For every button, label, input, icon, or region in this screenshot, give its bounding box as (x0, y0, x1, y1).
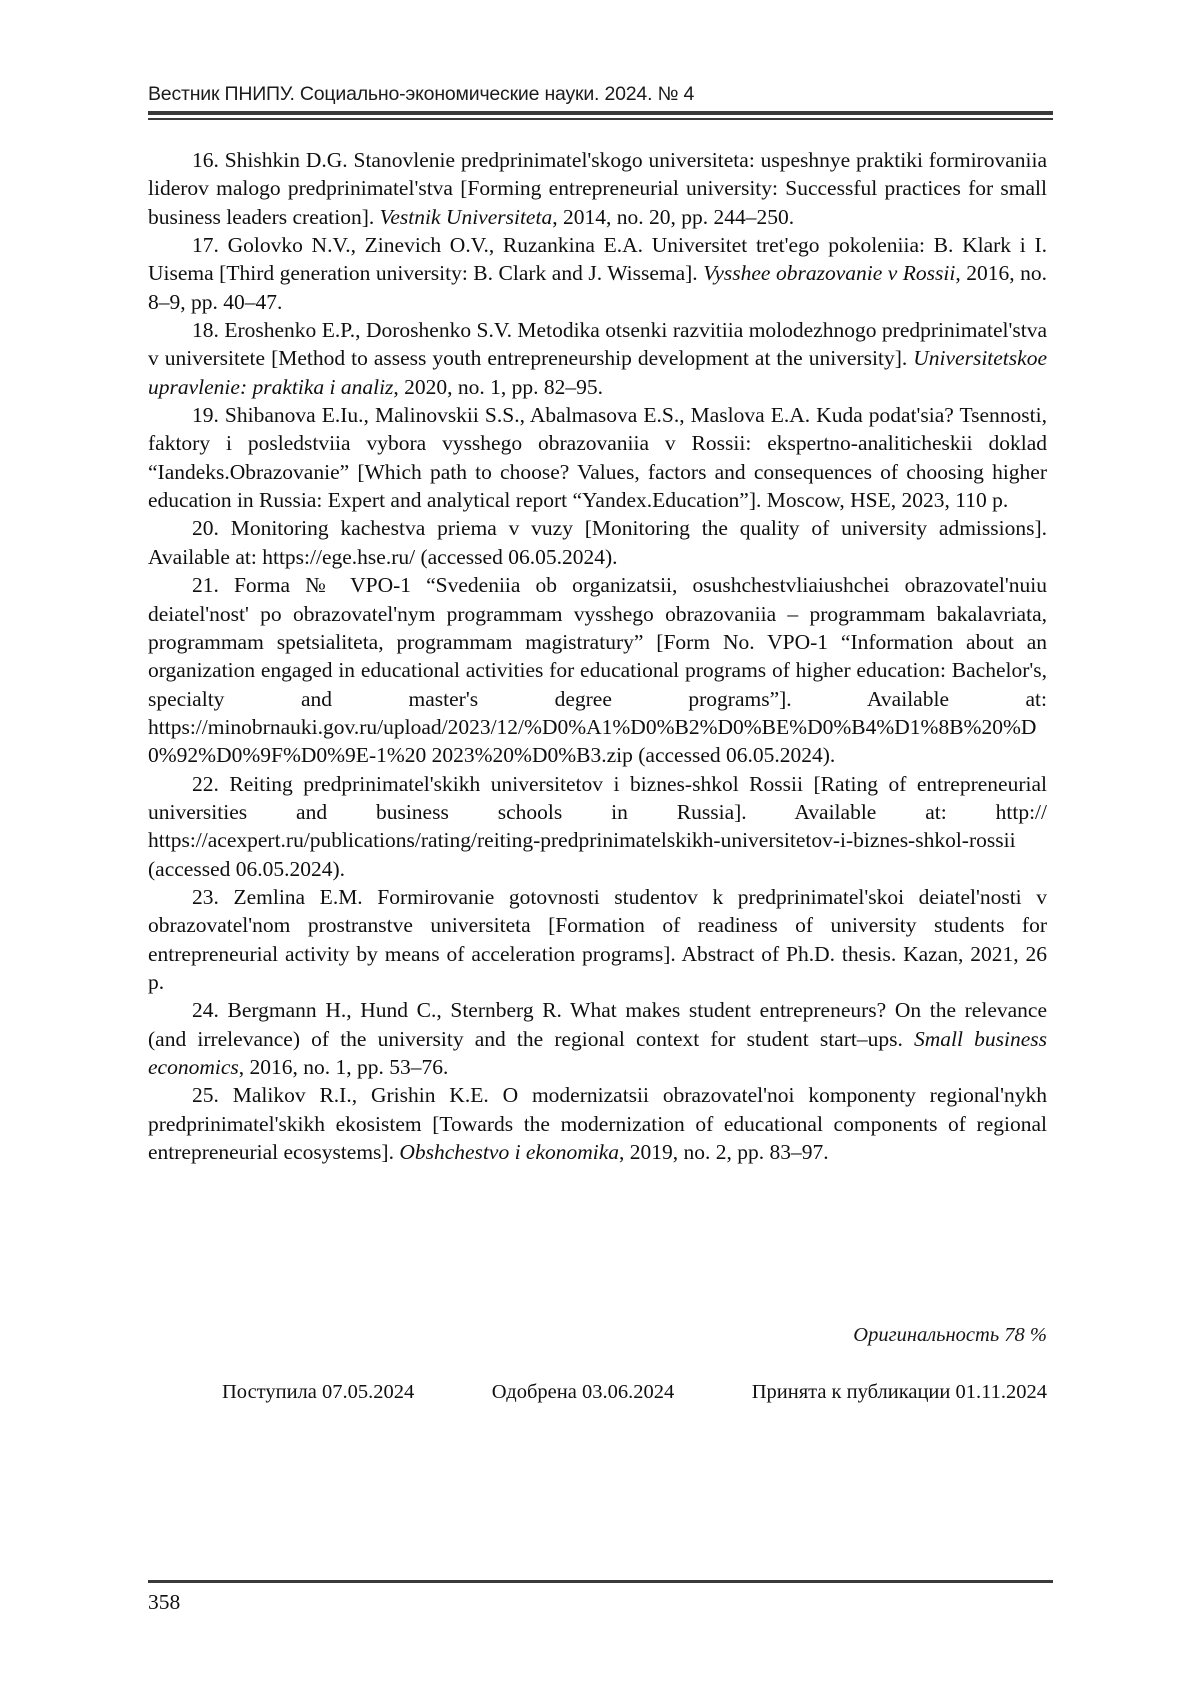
article-dates-row (222, 1381, 1047, 1404)
reference-text: , 2019, no. 2, pp. 83–97. (619, 1140, 829, 1165)
reference-item (148, 514, 1047, 571)
reference-item (148, 996, 1047, 1081)
header-double-rule (148, 111, 1053, 120)
originality-note: Оригинальность 78 % (853, 1324, 1047, 1346)
reference-text: 23. Zemlina E.M. Formirovanie gotovnosti studentov k predprinimatel'skoi deiatel'nosti v obrazovatel'nom prostranstve universiteta [Formation of readiness of university students for entrepreneurial activity by means of acceleration programs]. Abstract of Ph.D. thesis. Kazan, 2021, 26 p. (148, 884, 1047, 994)
reference-text: 16. Shishkin D.G. Stanovlenie predprinimatel'skogo universiteta: uspeshnye praktiki formirovaniia liderov malogo predprinimatel'stva [Forming entrepreneurial university: Successful practices for small business leaders creation]. (148, 148, 1047, 229)
reference-item (148, 770, 1047, 883)
reference-text: 22. Reiting predprinimatel'skikh universitetov i biznes-shkol Rossii [Rating of entrepreneurial universities and business schools in Russia]. Available at: http:// https://acexpert.ru/publications/rating/reiting-predprinimatelskikh-universitetov-i-biznes-shkol-rossii (accessed 06.05.2024). (148, 771, 1047, 881)
source-title-italic: Small business economics (148, 1026, 1047, 1079)
running-head: Вестник ПНИПУ. Социально-экономические науки. 2024. № 4 (148, 83, 695, 105)
reference-text: 18. Eroshenko E.P., Doroshenko S.V. Metodika otsenki razvitiia molodezhnogo predprinimatel'stva v universitete [Method to assess youth entrepreneurship development at the university]. (148, 318, 1047, 371)
reference-text: , 2016, no. 1, pp. 53–76. (238, 1055, 449, 1079)
received-date: Поступила 07.05.2024 (222, 1381, 415, 1403)
reference-item (148, 401, 1047, 514)
reference-text: 19. Shibanova E.Iu., Malinovskii S.S., Abalmasova E.S., Maslova E.A. Kuda podat'sia? Tsennosti, faktory i posledstviia vybora vysshego obrazovaniia v Rossii: ekspertno-analiticheskii doklad “Iandeks.Obrazovanie” [Which path to choose? Values, factors and consequences of choosing higher education in Russia: Expert and analytical report “Yandex.Education”]. Moscow, HSE, 2023, 110 p. (148, 403, 1047, 513)
source-title-italic: Universitetskoe upravlenie: praktika i analiz (148, 346, 1047, 399)
source-title-italic: Obshchestvo i ekonomika (399, 1140, 620, 1165)
reference-item (148, 571, 1047, 769)
page-number: 358 (148, 1590, 181, 1614)
reference-text: 20. Monitoring kachestva priema v vuzy [Monitoring the quality of university admissions]. Available at: https://ege.hse.ru/ (accessed 06.05.2024). (148, 516, 1047, 569)
reference-item (148, 883, 1047, 996)
source-title-italic: Vysshee obrazovanie v Rossii (703, 261, 956, 286)
reference-item (148, 316, 1047, 401)
source-title-italic: Vestnik Universiteta (379, 204, 553, 229)
accepted-date: Принята к публикации 01.11.2024 (751, 1381, 1047, 1403)
references-list (148, 146, 1047, 1166)
reference-text: 25. Malikov R.I., Grishin K.E. O modernizatsii obrazovatel'noi komponenty regional'nykh predprinimatel'skikh ekosistem [Towards the modernization of educational components of regional entrepreneurial ecosystems]. (148, 1083, 1047, 1165)
reference-text: 24. Bergmann H., Hund C., Sternberg R. What makes student entrepreneurs? On the relevance (and irrelevance) of the university and the regional context for student start–ups. (148, 998, 1047, 1051)
reference-item (148, 146, 1047, 231)
reference-text: 17. Golovko N.V., Zinevich O.V., Ruzankina E.A. Universitet tret'ego pokoleniia: B. Klark i I. Uisema [Third generation university: B. Clark and J. Wissema]. (148, 233, 1047, 286)
reference-text: , 2014, no. 20, pp. 244–250. (552, 204, 795, 229)
footer-rule (148, 1580, 1053, 1583)
reference-item (148, 231, 1047, 316)
reference-item (148, 1081, 1047, 1166)
reference-text: , 2020, no. 1, pp. 82–95. (393, 374, 604, 399)
approved-date: Одобрена 03.06.2024 (491, 1381, 675, 1403)
reference-text: , 2016, no. 8–9, pp. 40–47. (148, 261, 1048, 314)
reference-text: 21. Forma № VPO-1 “Svedeniia ob organizatsii, osushchestvliaiushchei obrazovatel'nuiu deiatel'nost' po obrazovatel'nym programmam vysshego obrazovaniia – programmam bakalavriata, programmam spetsialiteta, programmam magistratury” [Form No. VPO-1 “Information about an organization engaged in educational activities for educational programs of higher education: Bachelor's, specialty and master's degree programs”]. Available at: https://minobrnauki.gov.ru/upload/2023/12/%D0%A1%D0%B2%D0%BE%D0%B4%D1%8B%20%D0%92%D0%9F%D0%9E-1%20 2023%20%D0%B3.zip (accessed 06.05.2024). (148, 573, 1047, 768)
